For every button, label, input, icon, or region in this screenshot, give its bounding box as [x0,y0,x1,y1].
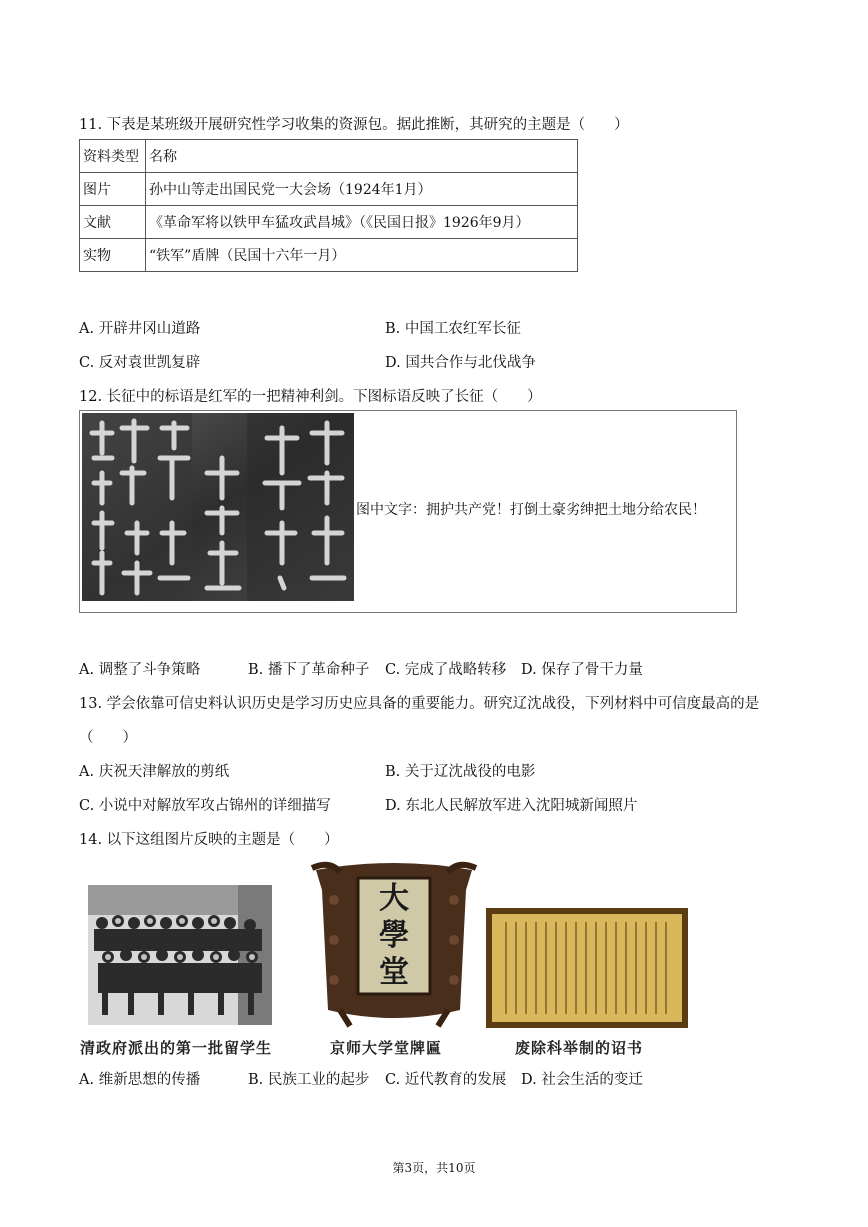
q11-option-a: A. 开辟井冈山道路 [79,321,201,337]
table-cell: 《革命军将以铁甲车猛攻武昌城》（《民国日报》1926年9月） [146,206,578,239]
q14-stem: 14. 以下这组图片反映的主题是（ ） [79,832,339,848]
q11-option-b: B. 中国工农红军长征 [385,321,521,337]
slogan-caption: 图中文字：拥护共产党！打倒土豪劣绅把土地分给农民！ [356,502,706,518]
plaque-char: 堂 [379,955,409,990]
plaque-char: 學 [379,918,409,953]
q12-option-c: C. 完成了战略转移 [385,662,507,678]
table-cell: 文献 [80,206,146,239]
plaque-char: 大 [379,881,409,916]
q12-option-d: D. 保存了骨干力量 [521,662,643,678]
resource-table [79,139,578,272]
q14-option-a: A. 维新思想的传播 [79,1072,201,1088]
table-header-name: 名称 [146,140,578,173]
edict-caption: 废除科举制的诏书 [515,1039,644,1057]
page-footer: 第3页，共10页 [392,1161,476,1175]
q13-option-b: B. 关于辽沈战役的电影 [385,764,536,780]
table-header-type: 资料类型 [80,140,146,173]
q13-option-c: C. 小说中对解放军攻占锦州的详细描写 [79,798,331,814]
table-cell: 实物 [80,239,146,272]
edict-image [486,908,688,1028]
q14-option-d: D. 社会生活的变迁 [521,1072,643,1088]
table-cell: “铁军”盾牌（民国十六年一月） [146,239,578,272]
plaque-caption: 京师大学堂牌匾 [330,1039,443,1057]
table-row [80,239,578,272]
table-row [80,206,578,239]
students-caption: 清政府派出的第一批留学生 [80,1039,273,1057]
q11-option-d: D. 国共合作与北伐战争 [385,355,536,371]
q13-option-d: D. 东北人民解放军进入沈阳城新闻照片 [385,798,638,814]
table-row [80,173,578,206]
table-header-row [80,140,578,173]
students-photo [88,885,272,1025]
q13-option-a: A. 庆祝天津解放的剪纸 [79,764,230,780]
q12-stem: 12. 长征中的标语是红军的一把精神利剑。下图标语反映了长征（ ） [79,389,542,405]
q14-option-b: B. 民族工业的起步 [248,1072,370,1088]
q13-stem: 13. 学会依靠可信史料认识历史是学习历史应具备的重要能力。研究辽沈战役，下列材料中可信度最高的是 [79,696,760,712]
table-cell: 图片 [80,173,146,206]
plaque-image [310,860,478,1028]
slogan-figure [79,410,737,613]
q14-option-c: C. 近代教育的发展 [385,1072,507,1088]
q12-option-b: B. 播下了革命种子 [248,662,370,678]
table-cell: 孙中山等走出国民党一大会场（1924年1月） [146,173,578,206]
slogan-photo [82,413,354,601]
q12-option-a: A. 调整了斗争策略 [79,662,201,678]
q13-stem-cont: （ ） [79,730,137,746]
q11-option-c: C. 反对袁世凯复辟 [79,355,201,371]
q11-stem: 11. 下表是某班级开展研究性学习收集的资源包。据此推断，其研究的主题是（ ） [79,117,629,133]
